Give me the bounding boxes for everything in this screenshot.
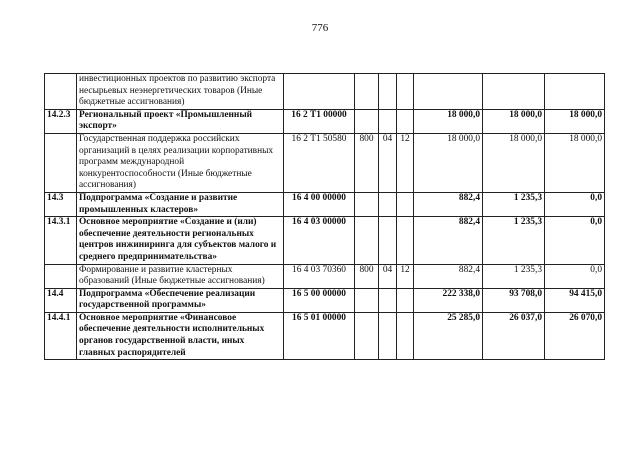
row-number-cell: 14.3.1 [45,217,77,264]
amount-year1-cell: 18 000,0 [414,133,483,192]
subsection-cell [397,288,414,312]
section-cell [379,312,397,359]
subsection-cell [397,312,414,359]
amount-year2-cell: 1 235,3 [483,192,545,216]
section-cell [379,217,397,264]
amount-year1-cell: 222 338,0 [414,288,483,312]
amount-year2-cell [483,74,545,110]
amount-year1-cell [414,74,483,110]
row-number-cell: 14.4 [45,288,77,312]
amount-year3-cell [545,74,605,110]
budget-code-cell: 16 2 Т1 00000 [284,109,355,133]
amount-year3-cell: 94 415,0 [545,288,605,312]
budget-code-cell: 16 4 00 00000 [284,192,355,216]
row-name-cell: Основное мероприятие «Создание и (или) обеспечение деятельности региональных центров инжиниринга для субъектов малого и среднего предпринимательства» [77,217,284,264]
table-row [45,312,605,359]
expense-type-cell [355,312,379,359]
row-number-cell [45,74,77,110]
table-row [45,288,605,312]
amount-year1-cell: 882,4 [414,217,483,264]
row-number-cell [45,264,77,288]
budget-code-cell [284,74,355,110]
row-name-cell: Основное мероприятие «Финансовое обеспечение деятельности исполнительных органов государственной власти, иных главных распорядителей [77,312,284,359]
row-number-cell: 14.4.1 [45,312,77,359]
amount-year3-cell: 18 000,0 [545,109,605,133]
amount-year2-cell: 93 708,0 [483,288,545,312]
table-row [45,133,605,192]
subsection-cell: 12 [397,133,414,192]
expense-type-cell [355,109,379,133]
row-name-cell: Государственная поддержка российских организаций в целях реализации корпоративных программ международной конкурентоспособности (Иные бюджетные ассигнования) [77,133,284,192]
table-row [45,192,605,216]
amount-year2-cell: 1 235,3 [483,264,545,288]
subsection-cell [397,192,414,216]
row-number-cell: 14.2.3 [45,109,77,133]
subsection-cell [397,109,414,133]
section-cell [379,74,397,110]
row-number-cell: 14.3 [45,192,77,216]
section-cell [379,109,397,133]
row-name-cell: Формирование и развитие кластерных образований (Иные бюджетные ассигнования) [77,264,284,288]
row-name-cell: Региональный проект «Промышленный экспорт» [77,109,284,133]
amount-year3-cell: 0,0 [545,192,605,216]
amount-year2-cell: 18 000,0 [483,133,545,192]
amount-year2-cell: 18 000,0 [483,109,545,133]
section-cell [379,288,397,312]
page-number: 776 [311,22,329,34]
expense-type-cell [355,74,379,110]
amount-year3-cell: 18 000,0 [545,133,605,192]
section-cell [379,192,397,216]
subsection-cell: 12 [397,264,414,288]
expense-type-cell [355,192,379,216]
subsection-cell [397,217,414,264]
table-row [45,74,605,110]
budget-code-cell: 16 4 03 70360 [284,264,355,288]
budget-code-cell: 16 2 Т1 50580 [284,133,355,192]
expense-type-cell [355,288,379,312]
expense-type-cell: 800 [355,264,379,288]
amount-year1-cell: 882,4 [414,264,483,288]
row-name-cell: Подпрограмма «Обеспечение реализации государственной программы» [77,288,284,312]
expense-type-cell: 800 [355,133,379,192]
amount-year3-cell: 0,0 [545,217,605,264]
table-row [45,109,605,133]
amount-year1-cell: 25 285,0 [414,312,483,359]
row-number-cell [45,133,77,192]
expense-type-cell [355,217,379,264]
amount-year1-cell: 18 000,0 [414,109,483,133]
table-row [45,217,605,264]
section-cell: 04 [379,264,397,288]
amount-year2-cell: 1 235,3 [483,217,545,264]
amount-year1-cell: 882,4 [414,192,483,216]
budget-table [44,73,605,360]
amount-year3-cell: 26 070,0 [545,312,605,359]
table-row [45,264,605,288]
budget-code-cell: 16 5 00 00000 [284,288,355,312]
budget-code-cell: 16 4 03 00000 [284,217,355,264]
row-name-cell: Подпрограмма «Создание и развитие промышленных кластеров» [77,192,284,216]
subsection-cell [397,74,414,110]
section-cell: 04 [379,133,397,192]
budget-code-cell: 16 5 01 00000 [284,312,355,359]
amount-year2-cell: 26 037,0 [483,312,545,359]
row-name-cell: инвестиционных проектов по развитию экспорта несырьевых неэнергетических товаров (Иные бюджетные ассигнования) [77,74,284,110]
amount-year3-cell: 0,0 [545,264,605,288]
